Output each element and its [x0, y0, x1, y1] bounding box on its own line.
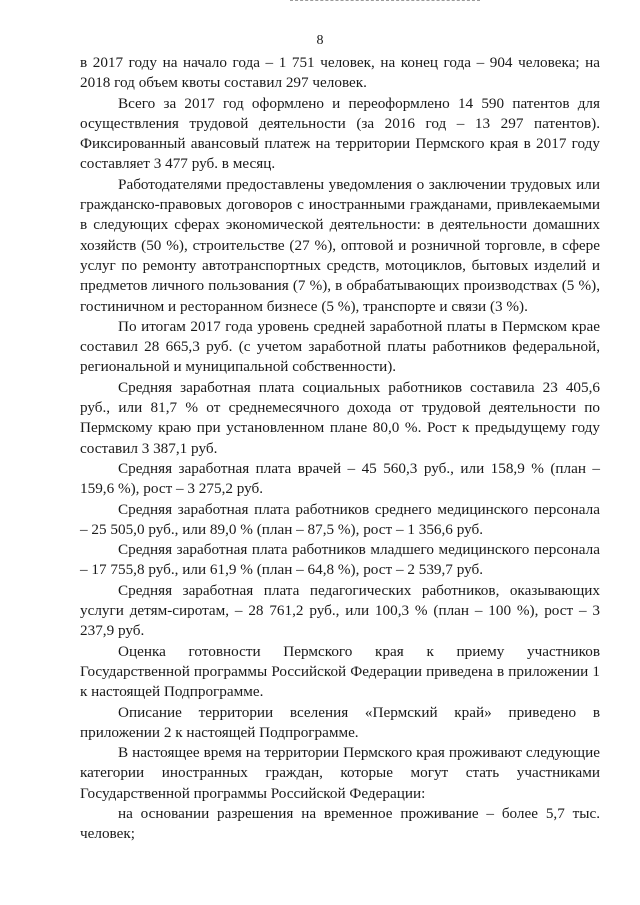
paragraph-patents: Всего за 2017 год оформлено и переоформлено 14 590 патентов для осуществления трудовой деятельности (за 2016 год – 13 297 патентов). Фиксированный авансовый платеж на территории Пермского края в 2017 году составляет 3 477 руб. в месяц. — [80, 94, 600, 173]
paragraph-mid-medical: Средняя заработная плата работников среднего медицинского персонала – 25 505,0 руб., или 89,0 % (план – 87,5 %), рост – 1 356,6 руб. — [80, 500, 600, 538]
paragraph-social-workers: Средняя заработная плата социальных работников составила 23 405,6 руб., или 81,7 % от среднемесячного дохода от трудовой деятельности по Пермскому краю при установленном плане 80,0 %. Рост к предыдущему году составил 3 387,1 руб. — [80, 378, 600, 457]
paragraph-teachers: Средняя заработная плата педагогических работников, оказывающих услуги детям-сиротам, – 28 761,2 руб., или 100,3 % (план – 100 %), рост – 3 237,9 руб. — [80, 581, 600, 640]
document-body — [80, 53, 600, 845]
paragraph-temporary-residence: на основании разрешения на временное проживание – более 5,7 тыс. человек; — [80, 804, 600, 843]
paragraph-employers: Работодателями предоставлены уведомления о заключении трудовых или гражданско-правовых договоров с иностранными гражданами, привлекаемыми в следующих сферах экономической деятельности: в деятельности домашних хозяйств (50 %), строительстве (27 %), оптовой и розничной торговле, в сфере услуг по ремонту автотранспортных средств, мотоциклов, бытовых изделий и предметов личного пользования (7 %), в обрабатывающих производствах (5 %), гостиничном и ресторанном бизнесе (5 %), транспорте и связи (3 %). — [80, 175, 600, 315]
paragraph-quota: в 2017 году на начало года – 1 751 человек, на конец года – 904 человека; на 2018 год объем квоты составил 297 человек. — [80, 54, 600, 92]
paragraph-average-salary: По итогам 2017 года уровень средней заработной платы в Пермском крае составил 28 665,3 руб. (с учетом заработной платы работников федеральной, региональной и муниципальной собственности). — [80, 317, 600, 376]
paragraph-doctors: Средняя заработная плата врачей – 45 560,3 руб., или 158,9 % (план – 159,6 %), рост – 3 275,2 руб. — [80, 459, 600, 498]
page-number: 8 — [316, 33, 324, 48]
paragraph-junior-medical: Средняя заработная плата работников младшего медицинского персонала – 17 755,8 руб., или 61,9 % (план – 64,8 %), рост – 2 539,7 руб. — [80, 541, 600, 579]
paragraph-territory: Описание территории вселения «Пермский край» приведено в приложении 2 к настоящей Подпрограмме. — [80, 703, 600, 741]
top-scan-rule — [290, 0, 480, 2]
paragraph-readiness: Оценка готовности Пермского края к приему участников Государственной программы Российской Федерации приведена в приложении 1 к настоящей Подпрограмме. — [80, 642, 600, 701]
paragraph-categories: В настоящее время на территории Пермского края проживают следующие категории иностранных граждан, которые могут стать участниками Государственной программы Российской Федерации: — [80, 744, 600, 802]
